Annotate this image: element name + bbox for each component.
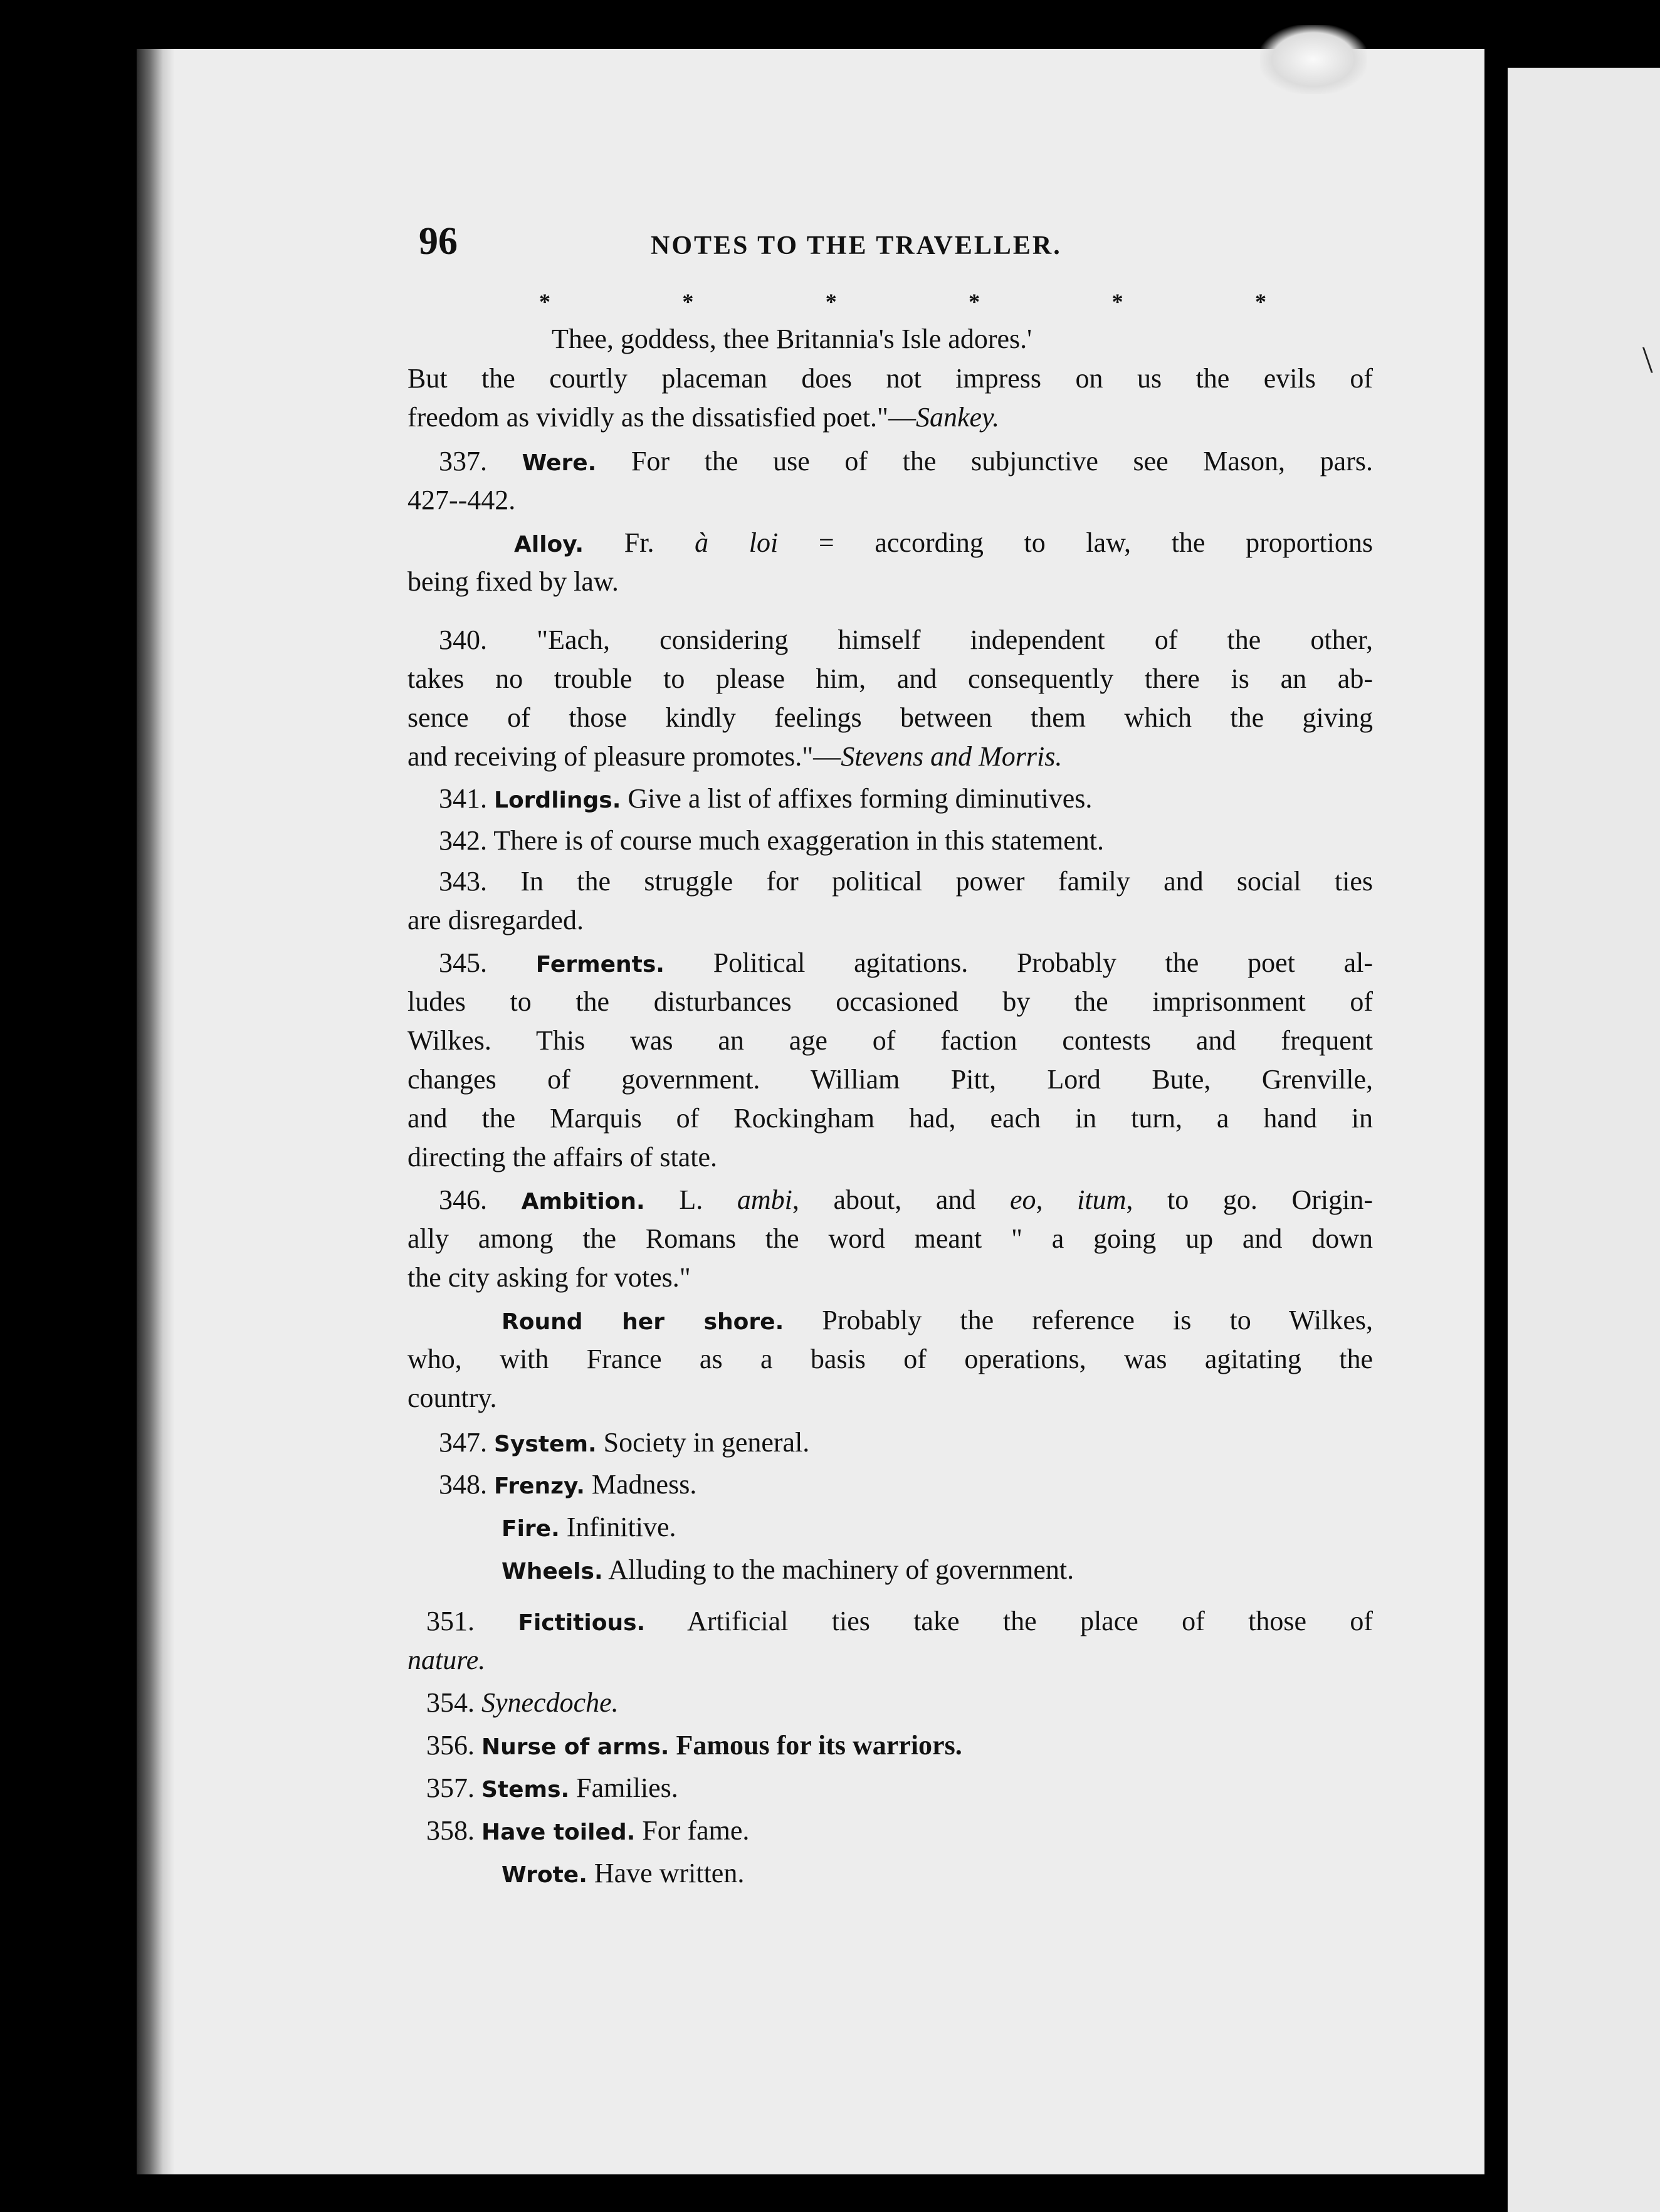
note-number: 348. bbox=[439, 1469, 487, 1500]
note-number: 341. bbox=[439, 783, 487, 814]
note-351 bbox=[426, 1605, 1373, 1637]
text-line: and the Marquis of Rockingham had, each in turn, a hand in bbox=[407, 1103, 1373, 1134]
note-text: Families. bbox=[576, 1772, 678, 1803]
note-keyword: Ambition. bbox=[521, 1189, 645, 1214]
note-text: Alluding to the machinery of government. bbox=[608, 1554, 1074, 1585]
note-keyword: Frenzy. bbox=[494, 1473, 585, 1499]
citation: Stevens and Morris. bbox=[841, 741, 1063, 772]
note-354 bbox=[426, 1687, 619, 1719]
text-line: takes no trouble to please him, and consequently there is an ab- bbox=[407, 663, 1373, 694]
note-text: Madness. bbox=[591, 1469, 697, 1500]
note-358 bbox=[426, 1814, 749, 1846]
note-text: Political agitations. Probably the poet al- bbox=[713, 947, 1374, 978]
note-number: 346. bbox=[439, 1184, 487, 1215]
running-head: NOTES TO THE TRAVELLER. bbox=[651, 231, 1062, 260]
text-line: directing the affairs of state. bbox=[407, 1142, 717, 1172]
ornament-row bbox=[539, 288, 1266, 315]
note-text: Give a list of affixes forming diminutives. bbox=[628, 783, 1093, 814]
note-348 bbox=[439, 1468, 696, 1500]
note-keyword: Nurse of arms. bbox=[481, 1734, 670, 1760]
text-line: nature. bbox=[407, 1645, 486, 1675]
text-line: 427--442. bbox=[407, 485, 516, 515]
text-line: being fixed by law. bbox=[407, 566, 619, 597]
note-fire bbox=[502, 1511, 676, 1543]
note-346 bbox=[439, 1184, 1373, 1216]
star: * bbox=[825, 289, 837, 314]
text-line: ally among the Romans the word meant " a going up and down bbox=[407, 1223, 1373, 1254]
note-number: 354. bbox=[426, 1687, 475, 1718]
note-number: 345. bbox=[439, 947, 487, 978]
note-keyword: Fictitious. bbox=[518, 1610, 646, 1636]
note-text: , about, and bbox=[792, 1184, 976, 1215]
note-keyword: Have toiled. bbox=[481, 1820, 636, 1845]
citation: Sankey. bbox=[916, 402, 1000, 433]
page-number: 96 bbox=[419, 220, 458, 263]
text-line: who, with France as a basis of operations, was agitating the bbox=[407, 1344, 1373, 1374]
text-line: But the courtly placeman does not impress on us the evils of bbox=[407, 363, 1373, 394]
foreign-term: à loi bbox=[695, 527, 779, 558]
note-keyword: Stems. bbox=[481, 1777, 570, 1803]
note-341 bbox=[439, 782, 1092, 814]
note-keyword: Were. bbox=[522, 450, 597, 476]
text-line: sence of those kindly feelings between them which the giving bbox=[407, 702, 1373, 733]
note-text: Fr. bbox=[624, 527, 654, 558]
star: * bbox=[969, 289, 980, 314]
text-line bbox=[407, 740, 1062, 772]
latin-term: eo, itum bbox=[1010, 1184, 1127, 1215]
text-line: country. bbox=[407, 1382, 497, 1413]
note-keyword: Lordlings. bbox=[494, 787, 621, 813]
note-keyword: Wheels. bbox=[502, 1559, 603, 1584]
star: * bbox=[682, 289, 694, 314]
text-line: are disregarded. bbox=[407, 905, 584, 935]
note-text: Artificial ties take the place of those of bbox=[687, 1606, 1374, 1636]
note-wrote bbox=[502, 1857, 744, 1889]
note-round-her-shore bbox=[502, 1304, 1373, 1336]
note-356 bbox=[426, 1729, 962, 1761]
text-line: ludes to the disturbances occasioned by the imprisonment of bbox=[407, 986, 1373, 1017]
note-text: = according to law, the proportions bbox=[818, 527, 1373, 558]
text-line: 340. "Each, considering himself independent of the other, bbox=[439, 624, 1373, 655]
note-text: , to go. Origin- bbox=[1126, 1184, 1373, 1215]
note-text: L. bbox=[679, 1184, 703, 1215]
note-number: 347. bbox=[439, 1427, 487, 1458]
latin-term: ambi bbox=[737, 1184, 792, 1215]
note-345 bbox=[439, 947, 1373, 979]
note-342: 342. There is of course much exaggeration in this statement. bbox=[439, 825, 1105, 856]
note-347 bbox=[439, 1426, 809, 1458]
note-number: 351. bbox=[426, 1606, 475, 1636]
text-line: 343. In the struggle for political power family and social ties bbox=[439, 866, 1373, 897]
text-line: Wilkes. This was an age of faction contests and frequent bbox=[407, 1025, 1373, 1056]
note-357 bbox=[426, 1772, 678, 1804]
note-text: For fame. bbox=[642, 1815, 750, 1846]
page-header bbox=[419, 219, 1146, 276]
facing-page-edge bbox=[1508, 68, 1660, 2212]
star: * bbox=[539, 289, 550, 314]
note-keyword: Alloy. bbox=[514, 532, 584, 557]
text-span: and receiving of pleasure promotes."— bbox=[407, 741, 841, 772]
quote-line: Thee, goddess, thee Britannia's Isle adores.' bbox=[552, 324, 1032, 354]
note-text: Synecdoche. bbox=[481, 1687, 619, 1718]
note-number: 337. bbox=[439, 446, 487, 477]
note-wheels bbox=[502, 1554, 1074, 1586]
note-number: 356. bbox=[426, 1730, 475, 1761]
note-number: 358. bbox=[426, 1815, 475, 1846]
note-keyword: Fire. bbox=[502, 1516, 560, 1542]
note-text: Society in general. bbox=[603, 1427, 810, 1458]
note-alloy bbox=[514, 527, 1373, 559]
note-337 bbox=[439, 445, 1373, 477]
text-line: changes of government. William Pitt, Lord Bute, Grenville, bbox=[407, 1064, 1373, 1095]
star: * bbox=[1254, 289, 1266, 314]
note-keyword: Round her shore. bbox=[502, 1309, 784, 1335]
paper-damage bbox=[1260, 25, 1367, 94]
note-number: 357. bbox=[426, 1772, 475, 1803]
star: * bbox=[1111, 289, 1123, 314]
text-line: the city asking for votes." bbox=[407, 1262, 691, 1293]
note-text: Famous for its warriors. bbox=[676, 1730, 962, 1761]
text-span: freedom as vividly as the dissatisfied poet."— bbox=[407, 402, 917, 433]
note-keyword: Ferments. bbox=[535, 952, 665, 977]
text-line bbox=[407, 401, 999, 433]
note-keyword: Wrote. bbox=[502, 1862, 587, 1888]
note-text: For the use of the subjunctive see Mason, pars. bbox=[631, 446, 1373, 477]
note-text: Probably the reference is to Wilkes, bbox=[822, 1305, 1373, 1335]
note-text: Have written. bbox=[594, 1858, 745, 1888]
facing-page-fragment: \ bbox=[1642, 339, 1653, 381]
note-keyword: System. bbox=[494, 1431, 597, 1457]
note-text: Infinitive. bbox=[566, 1512, 676, 1542]
